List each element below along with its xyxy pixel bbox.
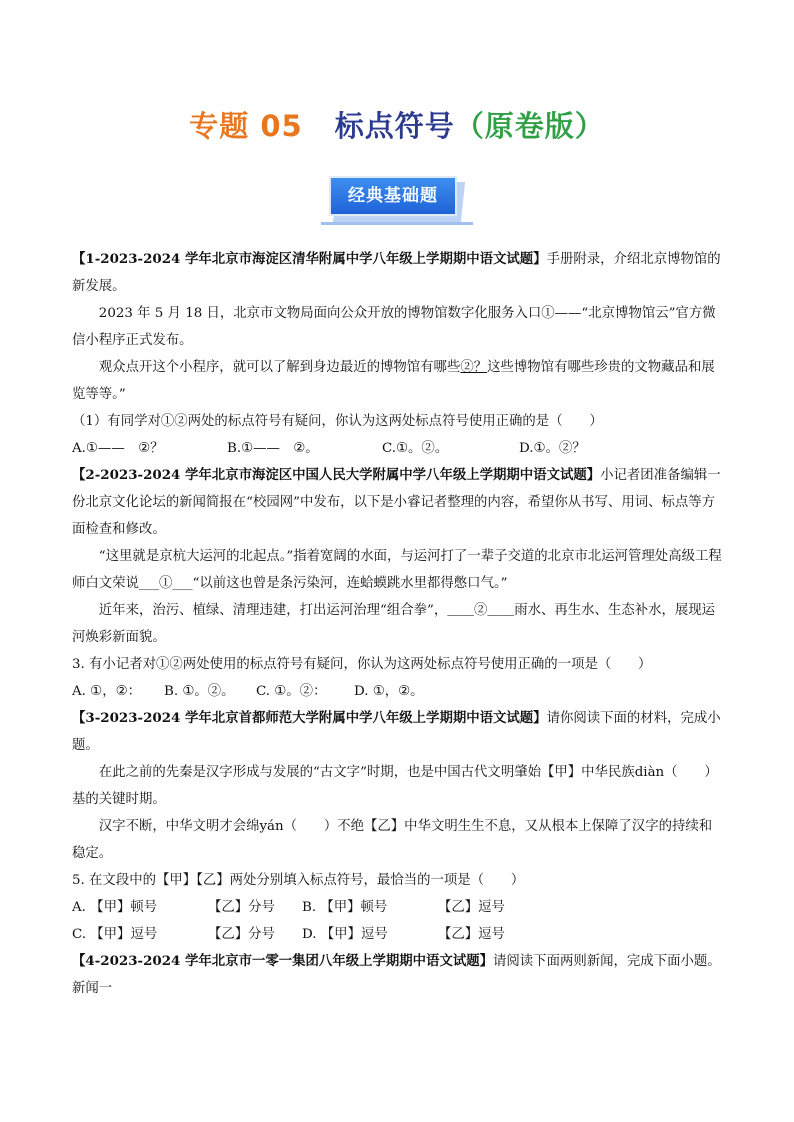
question-3-option-b-part-2: 【乙】逗号 (438, 900, 505, 915)
question-3-option-c-part-1[interactable]: C. 【甲】逗号 (72, 927, 158, 942)
question-2-option-b[interactable]: B. ①。②。 (164, 684, 235, 699)
question-2-paragraph-1-text-b: “以前这也曾是条污染河，连蛤蟆跳水里都得憋口气。” (192, 576, 508, 591)
question-1-option-c[interactable]: C.①。②。 (382, 441, 449, 456)
question-1-paragraph-2-text-b: 这些博物馆有哪些珍贵的文物藏品和展览等等。” (72, 360, 715, 402)
question-3-source: 【3-2023-2024 学年北京首都师范大学附属中学八年级上学期期中语文试题】 (72, 710, 547, 726)
question-1-options (72, 435, 724, 462)
question-2-paragraph-1-text-a: “这里就是京杭大运河的北起点。”指着宽阔的水面，与运河打了一辈子交道的北京市北运河管理处高级工程师白文荣说 (72, 549, 722, 591)
page-title (0, 104, 794, 145)
section-badge-label: 经典基础题 (329, 176, 457, 216)
question-2-intro (72, 462, 724, 543)
title-topic-name: 标点符号 (334, 109, 455, 143)
document-body (72, 246, 724, 1002)
question-3-option-a-part-2: 【乙】分号 (208, 900, 275, 915)
question-3-option-a-part-1[interactable]: A. 【甲】顿号 (72, 900, 158, 915)
question-3-stem: 5. 在文段中的【甲】【乙】两处分别填入标点符号，最恰当的一项是（ ） (72, 873, 525, 888)
question-1-option-a[interactable]: A.①—— ②？ (72, 441, 164, 456)
question-2-blank-2: ＿＿②＿＿ (447, 603, 515, 618)
question-2-paragraph-2-text-b: 雨水、再生水、生态补水，展现运河焕彩新面貌。 (72, 603, 716, 645)
question-2-options (72, 678, 724, 705)
question-3-options-row-2 (72, 921, 724, 948)
question-1-option-d[interactable]: D.①。②？ (519, 441, 586, 456)
question-1-intro-text: 手册附录，介绍北京博物馆的新发展。 (72, 252, 721, 294)
section-badge (329, 176, 465, 226)
question-3-intro-text: 请你阅读下面的材料，完成小题。 (72, 711, 721, 753)
question-3-option-d-part-2: 【乙】逗号 (438, 927, 505, 942)
question-1-paragraph: 2023 年 5 月 18 日，北京市文物局面向公众开放的博物馆数字化服务入口①——“北京博物馆云”官方微信小程序正式发布。 (72, 306, 716, 348)
question-2-source: 【2-2023-2024 学年北京市海淀区中国人民大学附属中学八年级上学期期中语文试题】 (72, 467, 601, 483)
question-1-option-b[interactable]: B.①—— ②。 (227, 441, 319, 456)
question-2-stem: 3. 有小记者对①②两处使用的标点符号有疑问，你认为这两处标点符号使用正确的一项是（ ） (72, 657, 652, 672)
question-2-intro-text: 小记者团准备编辑一份北京文化论坛的新闻简报在“校园网”中发布，以下是小睿记者整理的内容，希望你从书写、用词、标点等方面检查和修改。 (72, 468, 721, 537)
question-1-intro (72, 246, 724, 300)
question-4-intro (72, 948, 724, 975)
title-edition: （原卷版） (454, 109, 605, 143)
question-3-option-d-part-1[interactable]: D. 【甲】逗号 (302, 927, 388, 942)
question-3-option-c-part-2: 【乙】分号 (208, 927, 275, 942)
question-4-source: 【4-2023-2024 学年北京市一零一集团八年级上学期期中语文试题】 (72, 953, 494, 969)
question-4-news-label: 新闻一 (72, 981, 113, 996)
question-2-option-c[interactable]: C. ①。②： (256, 684, 327, 699)
question-2-paragraph-1 (72, 543, 724, 597)
question-2-paragraph-2 (72, 597, 724, 651)
question-2-option-a[interactable]: A. ①，②： (72, 684, 141, 699)
question-3-options-row-1 (72, 894, 724, 921)
question-2-paragraph-2-text-a: 近年来，治污、植绿、清理违建，打出运河治理“组合拳”， (98, 603, 448, 618)
question-1-paragraph-2 (72, 354, 724, 408)
question-1-mark-2: ②？ (460, 360, 488, 375)
question-4-intro-text: 请阅读下面两则新闻，完成下面小题。 (493, 954, 721, 969)
question-3-paragraph-2: 汉字不断，中华文明才会绵yán（ ）不绝【乙】中华文明生生不息，又从根本上保障了汉字的持续和稳定。 (72, 819, 713, 861)
question-3-option-b-part-1[interactable]: B. 【甲】顿号 (302, 900, 388, 915)
title-topic-number: 专题 05 (189, 109, 303, 143)
question-1-paragraph-2-text-a: 观众点开这个小程序，就可以了解到身边最近的博物馆有哪些 (98, 360, 461, 375)
question-3-intro (72, 705, 724, 759)
question-2-blank-1: ___①___ (138, 576, 193, 591)
question-1-source: 【1-2023-2024 学年北京市海淀区清华附属中学八年级上学期期中语文试题】 (72, 251, 547, 267)
question-1-stem: （1）有同学对①②两处的标点符号有疑问，你认为这两处标点符号使用正确的是（ ） (72, 414, 603, 429)
question-2-option-d[interactable]: D. ①，②。 (354, 684, 424, 699)
question-3-paragraph-1: 在此之前的先秦是汉字形成与发展的“古文字”时期，也是中国古代文明肇始【甲】中华民族diàn（ ）基的关键时期。 (72, 765, 718, 807)
